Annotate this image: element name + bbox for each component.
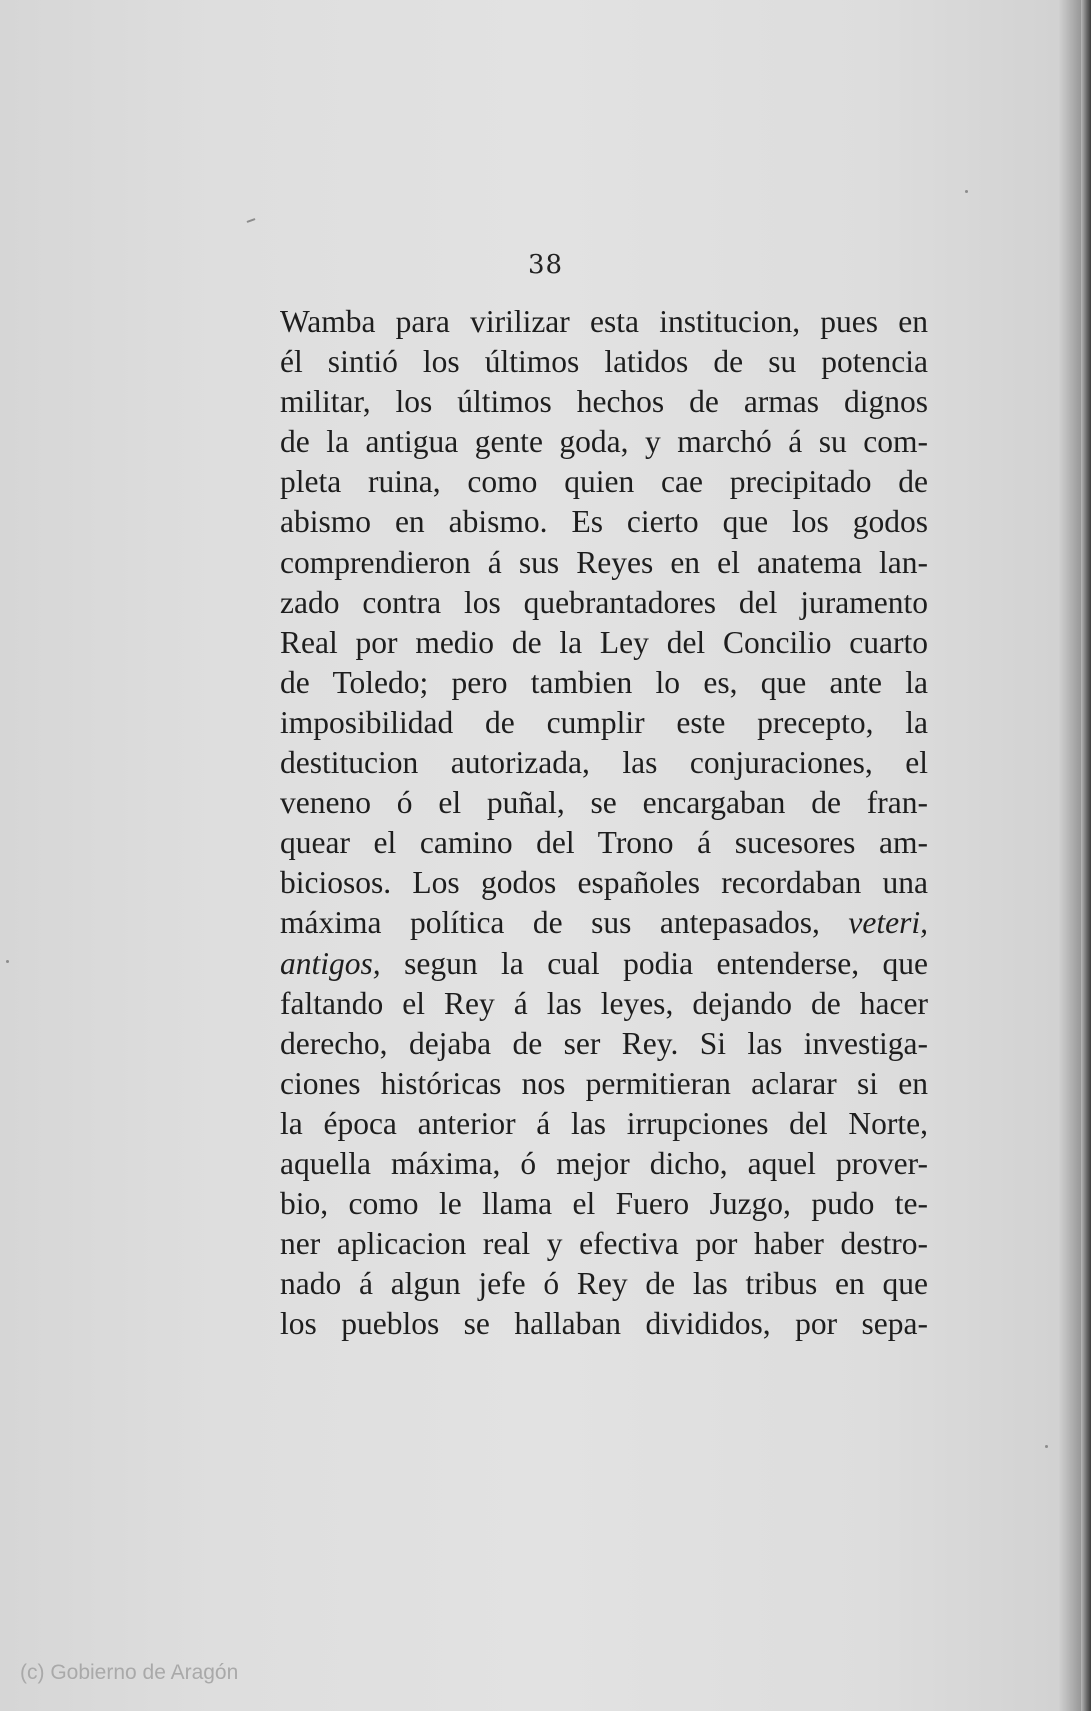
speck (246, 218, 255, 223)
text-line-23: bio, como le llama el Fuero Juzgo, pudo te- (280, 1186, 928, 1222)
text-line-15: biciosos. Los godos españoles recordaban una (280, 865, 928, 901)
text-line-17-suffix: segun la cual podia entenderse, que (404, 945, 929, 981)
text-line-14: quear el camino del Trono á sucesores am- (280, 825, 928, 861)
text-line-16 (280, 903, 928, 943)
speck (1045, 1445, 1048, 1448)
text-line-13: veneno ó el puñal, se encargaban de fran- (280, 785, 928, 821)
text-line-21: la época anterior á las irrupciones del Norte, (280, 1105, 928, 1141)
text-line-8: zado contra los quebrantadores del juramento (280, 584, 928, 620)
text-line-7: comprendieron á sus Reyes en el anatema lan- (280, 544, 928, 580)
text-line-3: militar, los últimos hechos de armas dignos (280, 384, 928, 420)
text-line-16-prefix: máxima política de sus antepasados, (280, 905, 820, 941)
text-line-25: nado á algun jefe ó Rey de las tribus en que (280, 1266, 928, 1302)
text-line-10: de Toledo; pero tambien lo es, que ante la (280, 664, 928, 700)
page-number: 38 (527, 250, 564, 280)
text-line-12: destitucion autorizada, las conjuraciones, el (280, 745, 928, 781)
text-line-9: Real por medio de la Ley del Concilio cuarto (280, 624, 928, 660)
latin-term-antigos: antigos, (280, 945, 381, 981)
body-text (280, 302, 928, 1344)
latin-term-veteri: veteri, (848, 905, 928, 941)
text-line-22: aquella máxima, ó mejor dicho, aquel prover- (280, 1145, 928, 1181)
speck (6, 960, 9, 963)
text-line-18: faltando el Rey á las leyes, dejando de hacer (280, 985, 928, 1021)
text-line-5: pleta ruina, como quien cae precipitado de (280, 464, 928, 500)
text-line-17 (280, 944, 928, 984)
copyright-watermark: (c) Gobierno de Aragón (20, 1661, 239, 1684)
text-line-11: imposibilidad de cumplir este precepto, la (280, 704, 928, 740)
text-line-1: Wamba para virilizar esta institucion, pues en (280, 304, 928, 339)
text-line-26: los pueblos se hallaban divididos, por sepa- (280, 1306, 928, 1342)
text-line-20: ciones históricas nos permitieran aclarar si en (280, 1065, 928, 1101)
text-line-24: ner aplicacion real y efectiva por haber destro- (280, 1226, 928, 1262)
text-line-19: derecho, dejaba de ser Rey. Si las investiga- (280, 1025, 928, 1061)
text-line-2: él sintió los últimos latidos de su potencia (280, 344, 928, 380)
speck (965, 190, 968, 193)
text-line-6: abismo en abismo. Es cierto que los godos (280, 504, 928, 540)
text-line-4: de la antigua gente goda, y marchó á su com- (280, 424, 928, 460)
